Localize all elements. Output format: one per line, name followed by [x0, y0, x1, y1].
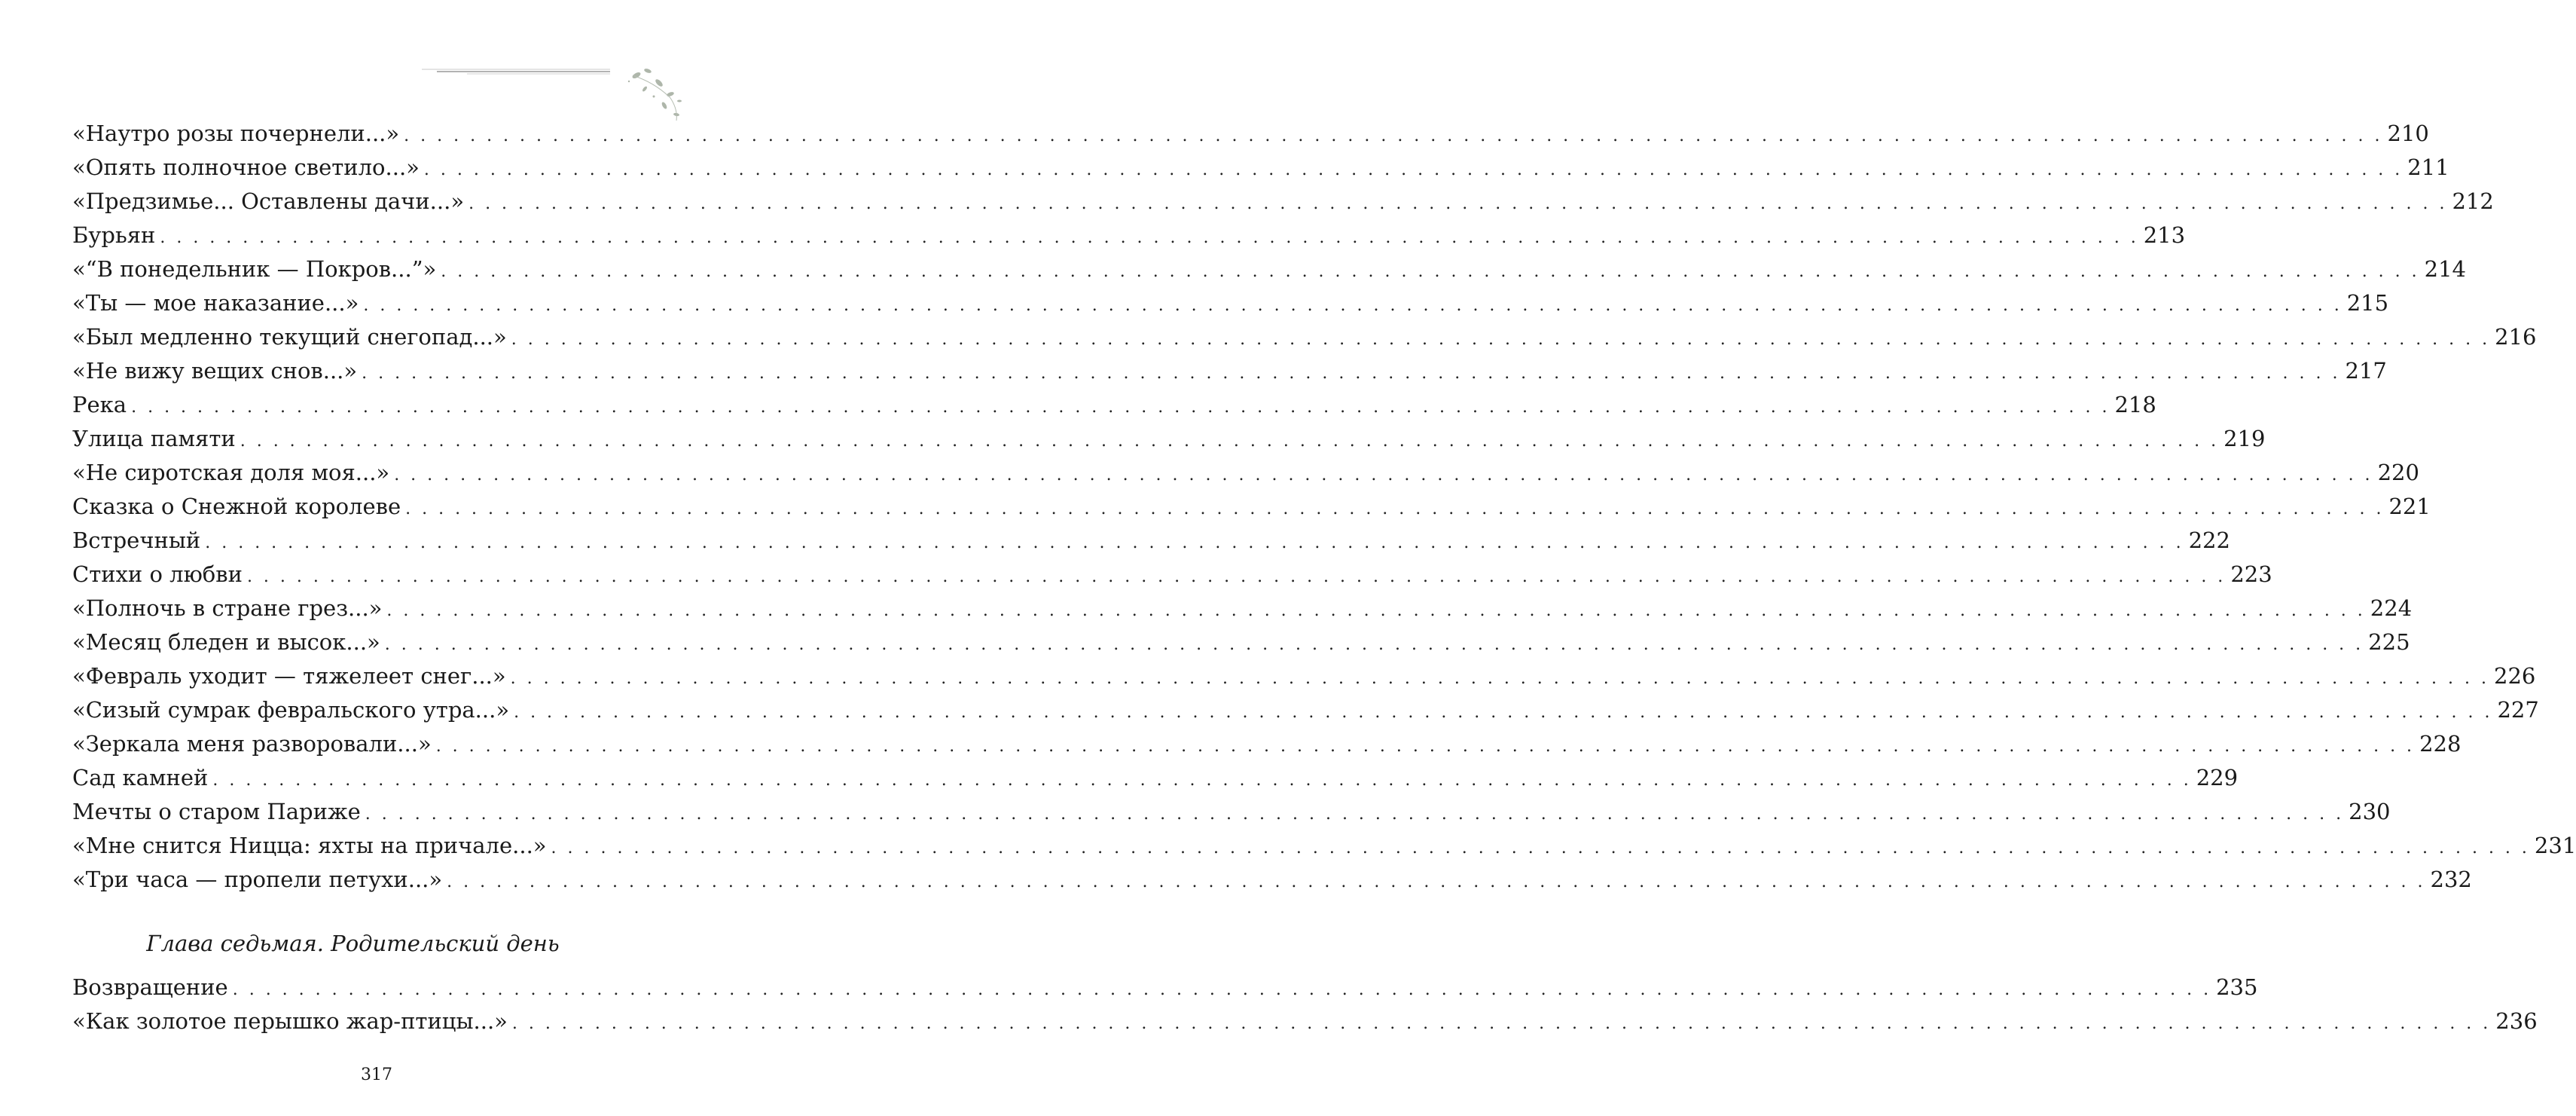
toc-leader-dots: . . . . . . . . . . . . . . . . . . . . . . . . . . . . . . . . . . . . . . . . . . . . . . . . . . . . . . . . . . . . . . . . . . . . . . . . . . . . . . . . . . . . . . . . . . . . . . . . . . . . . . . . . . . . . . . . . . . . . . . . — [510, 669, 2490, 688]
toc-entry-title: «Зеркала меня разворовали...» — [72, 731, 432, 757]
toc-leader-dots: . . . . . . . . . . . . . . . . . . . . . . . . . . . . . . . . . . . . . . . . . . . . . . . . . . . . . . . . . . . . . . . . . . . . . . . . . . . . . . . . . . . . . . . . . . . . . . . . . . . . . . . . . . . . . . . . . . . . . . . . — [232, 980, 2212, 999]
toc-entry-title: «Месяц бледен и высок...» — [72, 629, 380, 655]
toc-entry — [72, 422, 2266, 456]
toc-leader-dots: . . . . . . . . . . . . . . . . . . . . . . . . . . . . . . . . . . . . . . . . . . . . . . . . . . . . . . . . . . . . . . . . . . . . . . . . . . . . . . . . . . . . . . . . . . . . . . . . . . . . . . . . . . . . . . . . . . . . . . . . — [212, 771, 2192, 790]
toc-entry-page: 212 — [2452, 188, 2494, 214]
toc-entry-title: Возвращение — [72, 974, 228, 1000]
toc-entry-title: Сад камней — [72, 765, 209, 790]
toc-entry — [72, 829, 2576, 863]
toc-leader-dots: . . . . . . . . . . . . . . . . . . . . . . . . . . . . . . . . . . . . . . . . . . . . . . . . . . . . . . . . . . . . . . . . . . . . . . . . . . . . . . . . . . . . . . . . . . . . . . . . . . . . . . . . . . . . . . . . . . . . . . . . — [394, 466, 2373, 485]
toc-entry-title: Бурьян — [72, 222, 156, 248]
toc-entry-title: «Февраль уходит — тяжелеет снег...» — [72, 663, 506, 689]
toc-leader-dots: . . . . . . . . . . . . . . . . . . . . . . . . . . . . . . . . . . . . . . . . . . . . . . . . . . . . . . . . . . . . . . . . . . . . . . . . . . . . . . . . . . . . . . . . . . . . . . . . . . . . . . . . . . . . . . . . . . . . . . . . — [384, 635, 2364, 654]
toc-entry — [72, 117, 2429, 151]
toc-entry-title: «Сизый сумрак февральского утра...» — [72, 697, 510, 723]
toc-entry-title: «Опять полночное светило...» — [72, 154, 420, 180]
toc-leader-dots: . . . . . . . . . . . . . . . . . . . . . . . . . . . . . . . . . . . . . . . . . . . . . . . . . . . . . . . . . . . . . . . . . . . . . . . . . . . . . . . . . . . . . . . . . . . . . . . . . . . . . . . . . . . . . . . . . . . . . . . . — [160, 228, 2139, 247]
toc-leader-dots: . . . . . . . . . . . . . . . . . . . . . . . . . . . . . . . . . . . . . . . . . . . . . . . . . . . . . . . . . . . . . . . . . . . . . . . . . . . . . . . . . . . . . . . . . . . . . . . . . . . . . . . . . . . . . . . . . . . . . . . . — [131, 398, 2111, 417]
toc-entry — [72, 761, 2239, 795]
toc-leader-dots: . . . . . . . . . . . . . . . . . . . . . . . . . . . . . . . . . . . . . . . . . . . . . . . . . . . . . . . . . . . . . . . . . . . . . . . . . . . . . . . . . . . . . . . . . . . . . . . . . . . . . . . . . . . . . . . . . . . . . . . . — [514, 703, 2493, 722]
toc-entry — [72, 795, 2391, 829]
toc-leader-dots: . . . . . . . . . . . . . . . . . . . . . . . . . . . . . . . . . . . . . . . . . . . . . . . . . . . . . . . . . . . . . . . . . . . . . . . . . . . . . . . . . . . . . . . . . . . . . . . . . . . . . . . . . . . . . . . . . . . . . . . . — [441, 262, 2420, 281]
toc-leader-dots: . . . . . . . . . . . . . . . . . . . . . . . . . . . . . . . . . . . . . . . . . . . . . . . . . . . . . . . . . . . . . . . . . . . . . . . . . . . . . . . . . . . . . . . . . . . . . . . . . . . . . . . . . . . . . . . . . . . . . . . . — [246, 567, 2227, 586]
toc-leader-dots: . . . . . . . . . . . . . . . . . . . . . . . . . . . . . . . . . . . . . . . . . . . . . . . . . . . . . . . . . . . . . . . . . . . . . . . . . . . . . . . . . . . . . . . . . . . . . . . . . . . . . . . . . . . . . . . . . . . . . . . . — [362, 364, 2341, 383]
toc-leader-dots: . . . . . . . . . . . . . . . . . . . . . . . . . . . . . . . . . . . . . . . . . . . . . . . . . . . . . . . . . . . . . . . . . . . . . . . . . . . . . . . . . . . . . . . . . . . . . . . . . . . . . . . . . . . . . . . . . . . . . . . . — [551, 839, 2530, 858]
chapter-heading: Глава седьмая. Родительский день — [146, 931, 560, 956]
toc-leader-dots: . . . . . . . . . . . . . . . . . . . . . . . . . . . . . . . . . . . . . . . . . . . . . . . . . . . . . . . . . . . . . . . . . . . . . . . . . . . . . . . . . . . . . . . . . . . . . . . . . . . . . . . . . . . . . . . . . . . . . . . . — [404, 127, 2383, 145]
toc-entry — [72, 286, 2389, 320]
toc-entry-title: Река — [72, 392, 127, 417]
toc-entry-page: 218 — [2114, 392, 2156, 417]
toc-entry-page: 224 — [2370, 595, 2413, 621]
toc-entry-page: 219 — [2223, 426, 2266, 451]
toc-entry-title: «Наутро розы почернели...» — [72, 121, 400, 146]
toc-entry — [72, 252, 2467, 286]
toc-entry — [72, 320, 2537, 354]
toc-leader-dots: . . . . . . . . . . . . . . . . . . . . . . . . . . . . . . . . . . . . . . . . . . . . . . . . . . . . . . . . . . . . . . . . . . . . . . . . . . . . . . . . . . . . . . . . . . . . . . . . . . . . . . . . . . . . . . . . . . . . . . . . — [363, 296, 2343, 315]
toc-entry — [72, 219, 2186, 252]
toc-entry-page: 220 — [2377, 460, 2419, 485]
toc-leader-dots: . . . . . . . . . . . . . . . . . . . . . . . . . . . . . . . . . . . . . . . . . . . . . . . . . . . . . . . . . . . . . . . . . . . . . . . . . . . . . . . . . . . . . . . . . . . . . . . . . . . . . . . . . . . . . . . . . . . . . . . . — [511, 330, 2491, 349]
toc-entry-page: 216 — [2495, 324, 2537, 350]
table-of-contents — [72, 117, 2576, 897]
toc-entry-title: Встречный — [72, 527, 201, 553]
toc-entry — [72, 727, 2462, 761]
toc-entry-title: «Полночь в стране грез...» — [72, 595, 383, 621]
toc-entry — [72, 185, 2494, 219]
toc-entry-title: Стихи о любви — [72, 561, 243, 587]
toc-entry-page: 230 — [2349, 799, 2391, 824]
toc-leader-dots: . . . . . . . . . . . . . . . . . . . . . . . . . . . . . . . . . . . . . . . . . . . . . . . . . . . . . . . . . . . . . . . . . . . . . . . . . . . . . . . . . . . . . . . . . . . . . . . . . . . . . . . . . . . . . . . . . . . . . . . . — [240, 432, 2220, 451]
toc-entry-page: 214 — [2424, 256, 2467, 282]
toc-entry — [72, 456, 2419, 490]
toc-entry-page: 210 — [2387, 121, 2429, 146]
toc-entry-page: 228 — [2419, 731, 2462, 757]
toc-entry-page: 236 — [2495, 1008, 2538, 1034]
toc-entry — [72, 490, 2431, 524]
toc-entry-title: «Мне снится Ницца: яхты на причале...» — [72, 833, 547, 858]
toc-leader-dots: . . . . . . . . . . . . . . . . . . . . . . . . . . . . . . . . . . . . . . . . . . . . . . . . . . . . . . . . . . . . . . . . . . . . . . . . . . . . . . . . . . . . . . . . . . . . . . . . . . . . . . . . . . . . . . . . . . . . . . . . — [511, 1014, 2492, 1033]
page-number: 317 — [361, 1066, 392, 1084]
toc-leader-dots: . . . . . . . . . . . . . . . . . . . . . . . . . . . . . . . . . . . . . . . . . . . . . . . . . . . . . . . . . . . . . . . . . . . . . . . . . . . . . . . . . . . . . . . . . . . . . . . . . . . . . . . . . . . . . . . . . . . . . . . . — [365, 805, 2345, 824]
toc-entry — [72, 693, 2539, 727]
toc-entry — [72, 151, 2449, 185]
toc-entry-title: «Был медленно текущий снегопад...» — [72, 324, 507, 350]
toc-entry-page: 231 — [2534, 833, 2576, 858]
toc-entry — [72, 863, 2472, 897]
toc-leader-dots: . . . . . . . . . . . . . . . . . . . . . . . . . . . . . . . . . . . . . . . . . . . . . . . . . . . . . . . . . . . . . . . . . . . . . . . . . . . . . . . . . . . . . . . . . . . . . . . . . . . . . . . . . . . . . . . . . . . . . . . . — [447, 873, 2426, 891]
toc-leader-dots: . . . . . . . . . . . . . . . . . . . . . . . . . . . . . . . . . . . . . . . . . . . . . . . . . . . . . . . . . . . . . . . . . . . . . . . . . . . . . . . . . . . . . . . . . . . . . . . . . . . . . . . . . . . . . . . . . . . . . . . . — [435, 737, 2416, 756]
toc-entry-title: Улица памяти — [72, 426, 236, 451]
toc-entry-title: «“В понедельник — Покров...”» — [72, 256, 437, 282]
chapter-contents — [72, 971, 2538, 1038]
toc-leader-dots: . . . . . . . . . . . . . . . . . . . . . . . . . . . . . . . . . . . . . . . . . . . . . . . . . . . . . . . . . . . . . . . . . . . . . . . . . . . . . . . . . . . . . . . . . . . . . . . . . . . . . . . . . . . . . . . . . . . . . . . . — [205, 534, 2184, 552]
toc-entry-page: 213 — [2143, 222, 2186, 248]
toc-entry-title: Сказка о Снежной королеве — [72, 494, 401, 519]
toc-entry-page: 229 — [2196, 765, 2239, 790]
toc-entry — [72, 1004, 2538, 1038]
toc-entry — [72, 592, 2413, 625]
toc-entry-page: 211 — [2407, 154, 2449, 180]
toc-entry — [72, 625, 2410, 659]
toc-entry-title: «Предзимье... Оставлены дачи...» — [72, 188, 465, 214]
toc-entry-title: «Не вижу вещих снов...» — [72, 358, 358, 384]
toc-entry-title: Мечты о старом Париже — [72, 799, 361, 824]
toc-entry-page: 222 — [2188, 527, 2230, 553]
toc-entry-title: «Не сиротская доля моя...» — [72, 460, 390, 485]
toc-entry-title: «Как золотое перышко жар-птицы...» — [72, 1008, 508, 1034]
toc-entry — [72, 971, 2258, 1004]
toc-entry-page: 217 — [2345, 358, 2387, 384]
toc-entry-page: 223 — [2230, 561, 2272, 587]
toc-entry — [72, 524, 2230, 558]
toc-entry-title: «Ты — мое наказание...» — [72, 290, 359, 316]
toc-leader-dots: . . . . . . . . . . . . . . . . . . . . . . . . . . . . . . . . . . . . . . . . . . . . . . . . . . . . . . . . . . . . . . . . . . . . . . . . . . . . . . . . . . . . . . . . . . . . . . . . . . . . . . . . . . . . . . . . . . . . . . . . — [386, 601, 2366, 620]
toc-entry-page: 225 — [2368, 629, 2410, 655]
toc-entry-page: 221 — [2388, 494, 2431, 519]
toc-entry — [72, 659, 2536, 693]
toc-entry-page: 226 — [2494, 663, 2536, 689]
toc-entry-page: 215 — [2346, 290, 2389, 316]
toc-entry-title: «Три часа — пропели петухи...» — [72, 867, 443, 892]
toc-entry — [72, 354, 2387, 388]
toc-entry — [72, 388, 2156, 422]
toc-entry — [72, 558, 2272, 592]
toc-entry-page: 235 — [2216, 974, 2258, 1000]
toc-leader-dots: . . . . . . . . . . . . . . . . . . . . . . . . . . . . . . . . . . . . . . . . . . . . . . . . . . . . . . . . . . . . . . . . . . . . . . . . . . . . . . . . . . . . . . . . . . . . . . . . . . . . . . . . . . . . . . . . . . . . . . . . — [423, 161, 2404, 179]
toc-leader-dots: . . . . . . . . . . . . . . . . . . . . . . . . . . . . . . . . . . . . . . . . . . . . . . . . . . . . . . . . . . . . . . . . . . . . . . . . . . . . . . . . . . . . . . . . . . . . . . . . . . . . . . . . . . . . . . . . . . . . . . . . — [469, 194, 2448, 213]
toc-entry-page: 232 — [2430, 867, 2472, 892]
toc-leader-dots: . . . . . . . . . . . . . . . . . . . . . . . . . . . . . . . . . . . . . . . . . . . . . . . . . . . . . . . . . . . . . . . . . . . . . . . . . . . . . . . . . . . . . . . . . . . . . . . . . . . . . . . . . . . . . . . . . . . . . . . . — [405, 500, 2385, 518]
toc-entry-page: 227 — [2497, 697, 2539, 723]
